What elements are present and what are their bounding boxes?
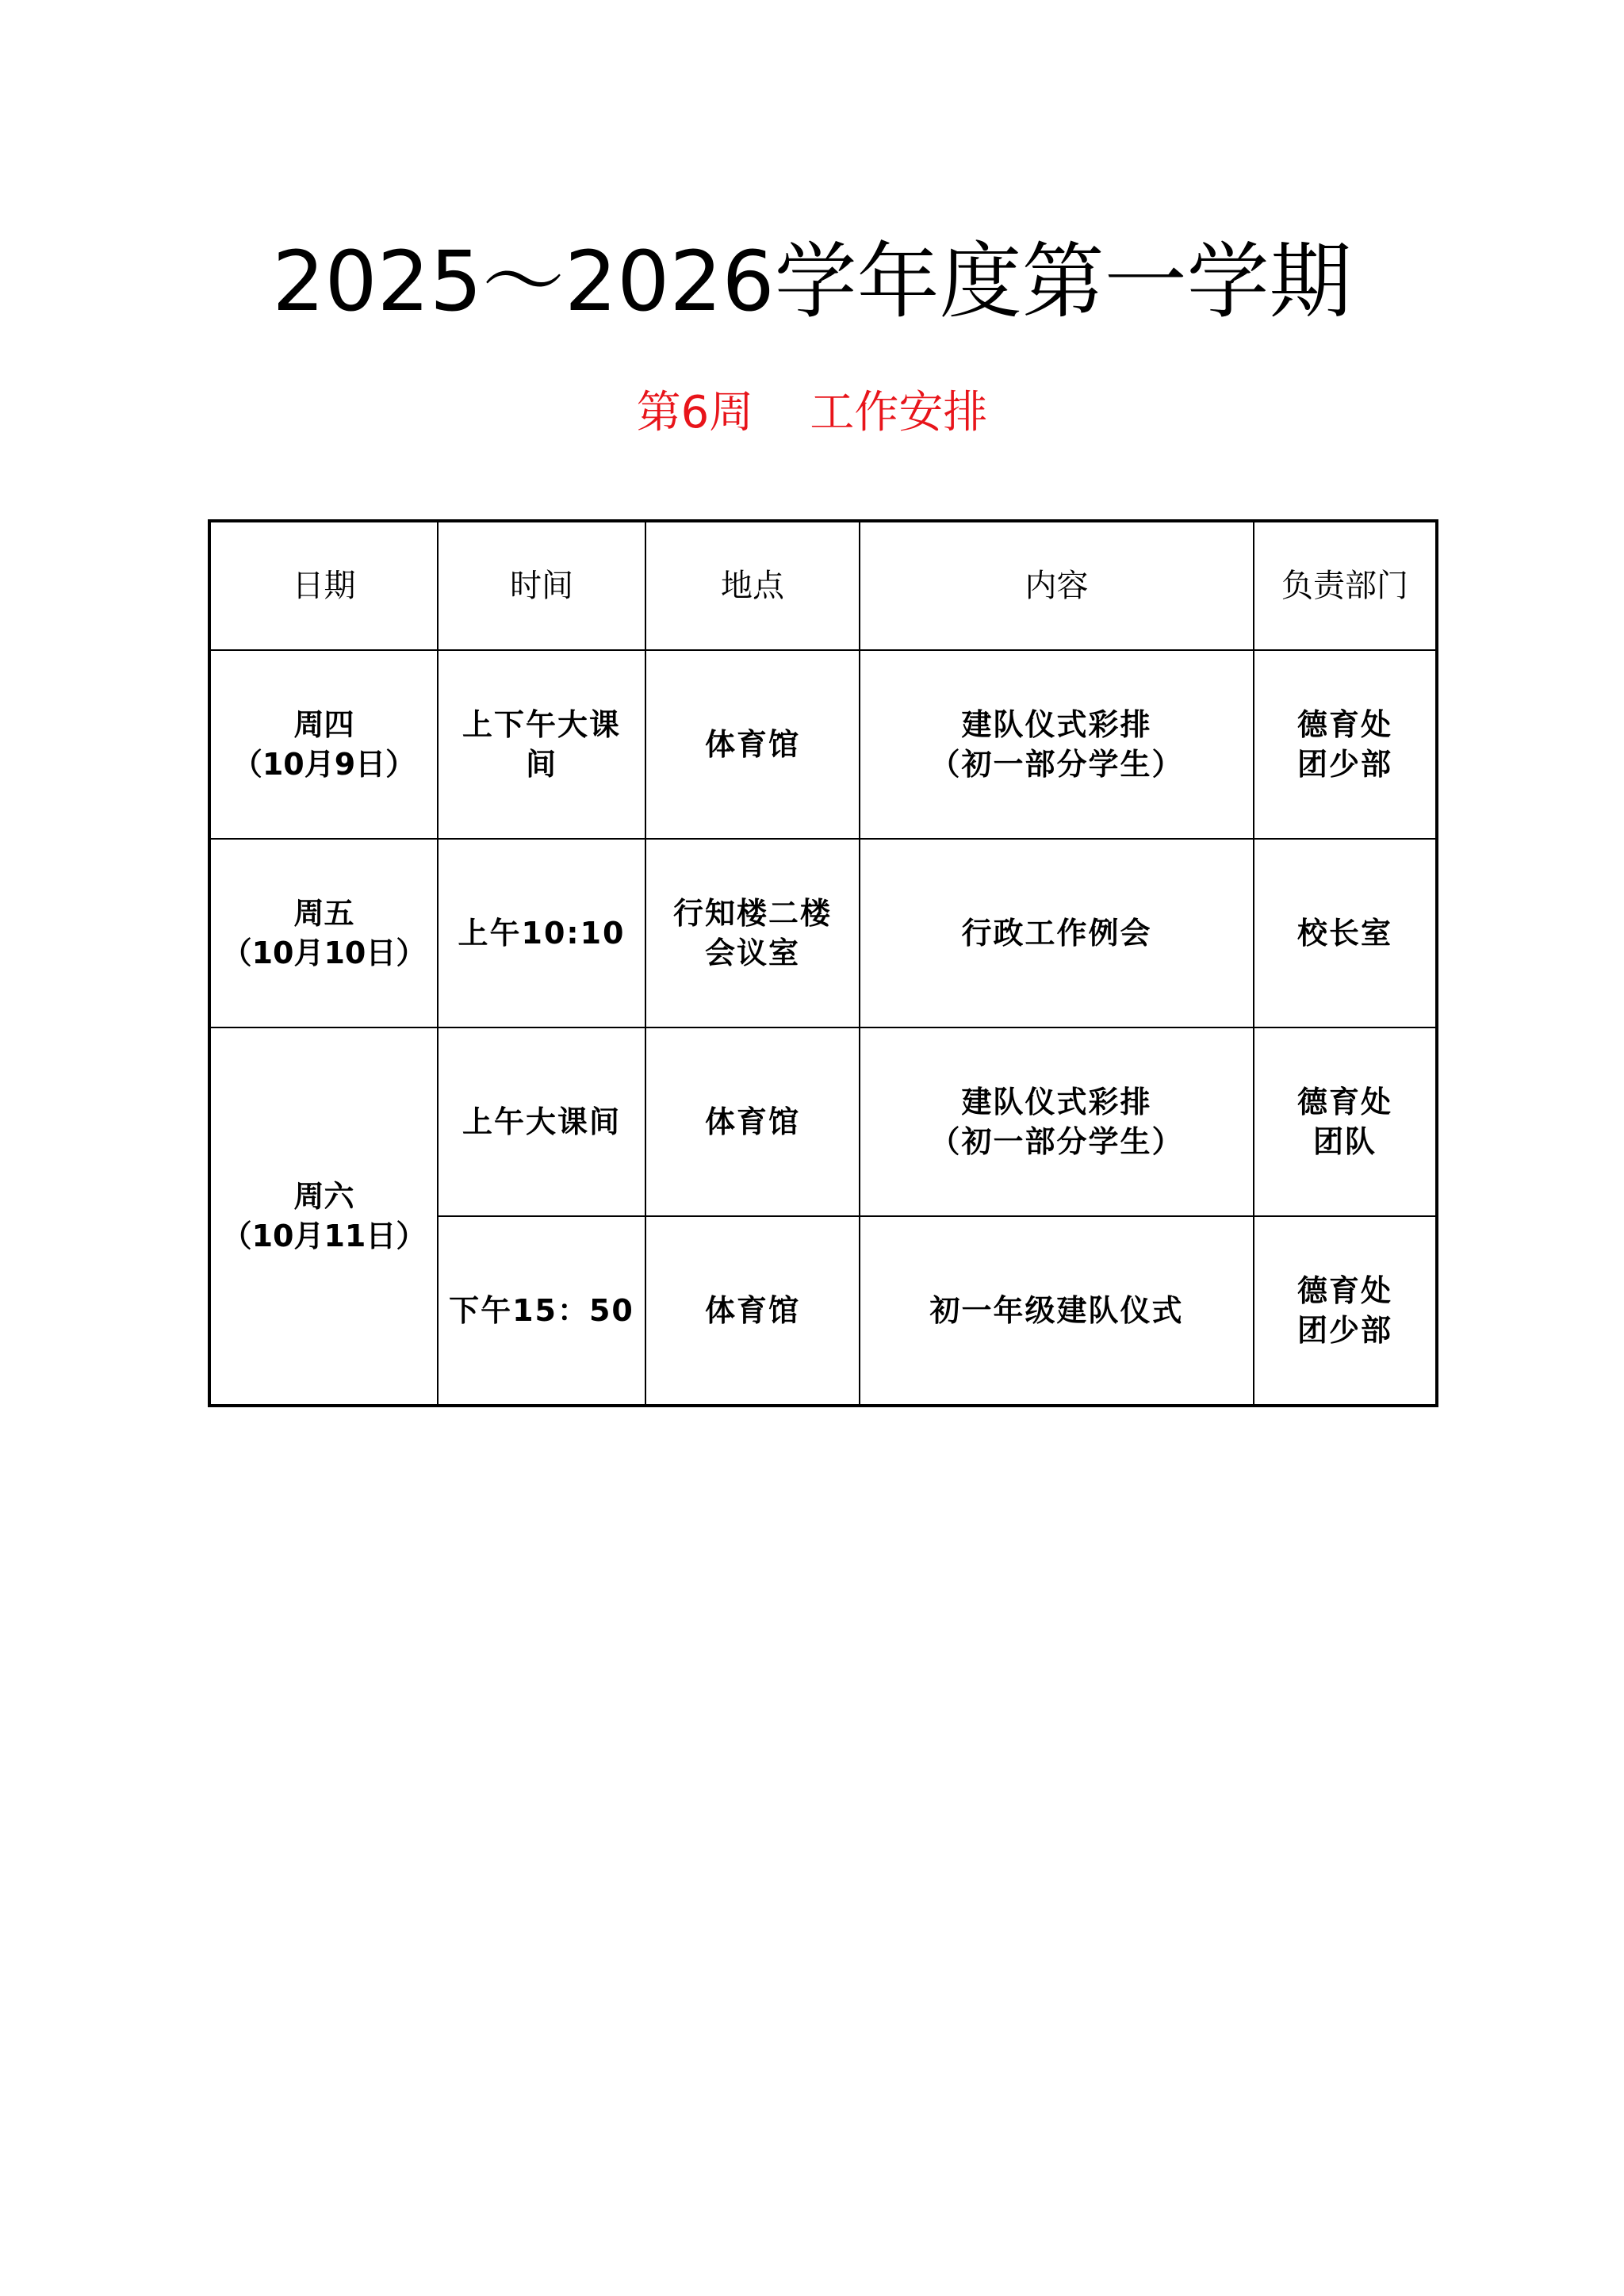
table-row [209,1027,1437,1216]
place-cell [645,1216,860,1406]
dept-cell [1254,650,1437,839]
place-cell [645,1027,860,1216]
date-weekday: 周四 [293,707,354,742]
column-header-date: 日期 [209,521,438,650]
page-title: 2025～2026学年度第一学期 [272,233,1352,330]
time-text: 上下午大课 [462,707,621,742]
time-text: 上午大课间 [462,1104,621,1139]
place-cell [645,650,860,839]
dept-text: 德育处 [1297,1085,1392,1119]
place-text: 会议室 [704,936,800,970]
date-day: （10月10日） [221,936,427,970]
column-header-place: 地点 [645,521,860,650]
dept-cell [1254,839,1437,1027]
time-text: 下午15：50 [449,1293,634,1328]
content-text: 建队仪式彩排 [961,1085,1152,1119]
content-text: （初一部分学生） [929,747,1184,782]
time-cell [438,650,645,839]
time-cell [438,1216,645,1406]
time-text: 上午10:10 [458,916,626,951]
time-cell [438,839,645,1027]
dept-text: 团队 [1312,1124,1377,1159]
date-day: （10月9日） [232,747,416,782]
time-cell [438,1027,645,1216]
content-cell [860,650,1254,839]
place-cell [645,839,860,1027]
content-text: （初一部分学生） [929,1124,1184,1159]
date-cell [209,650,438,839]
content-text: 建队仪式彩排 [961,707,1152,742]
dept-text: 团少部 [1297,747,1392,782]
date-cell [209,839,438,1027]
table-row [209,839,1437,1027]
place-text: 体育馆 [704,1104,800,1139]
dept-cell [1254,1216,1437,1406]
table-header-row [209,521,1437,650]
content-cell [860,839,1254,1027]
place-text: 体育馆 [704,727,800,762]
table-row [209,650,1437,839]
dept-text: 德育处 [1297,1273,1392,1308]
dept-cell [1254,1027,1437,1216]
dept-text: 团少部 [1297,1313,1392,1348]
content-cell [860,1216,1254,1406]
schedule-table [208,519,1438,1407]
date-day: （10月11日） [221,1219,427,1253]
column-header-content: 内容 [860,521,1254,650]
content-cell [860,1027,1254,1216]
place-text: 行知楼二楼 [672,896,832,931]
dept-text: 校长室 [1297,916,1392,951]
column-header-dept: 负责部门 [1254,521,1437,650]
time-text: 间 [525,747,557,782]
content-text: 行政工作例会 [961,916,1152,951]
dept-text: 德育处 [1297,707,1392,742]
place-text: 体育馆 [704,1293,800,1328]
date-weekday: 周五 [293,896,354,931]
column-header-time: 时间 [438,521,645,650]
week-subtitle: 第6周 工作安排 [636,387,988,438]
content-text: 初一年级建队仪式 [929,1293,1184,1328]
date-cell [209,1027,438,1406]
date-weekday: 周六 [293,1179,354,1214]
